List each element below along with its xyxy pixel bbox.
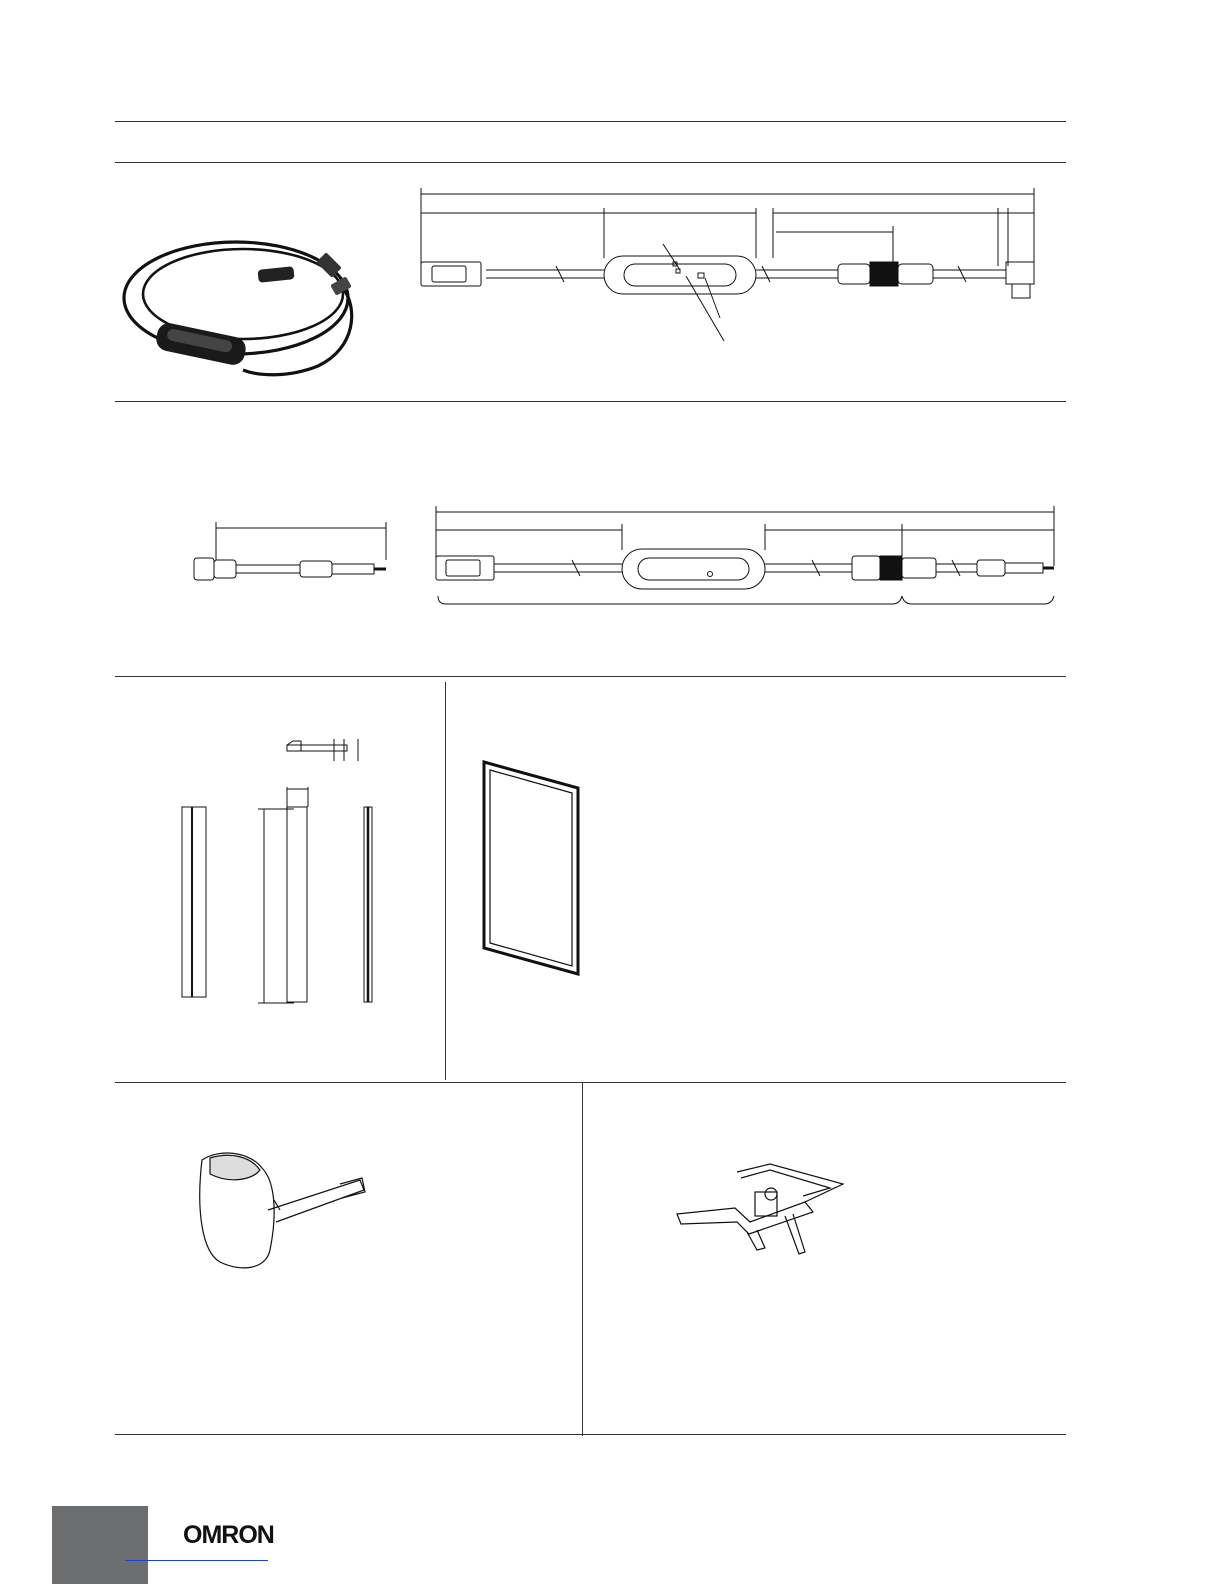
rule-top: [115, 121, 1066, 122]
brand-logo: OMRON: [183, 1521, 274, 1549]
short-cable-drawing: [192, 520, 392, 585]
usb-cable-dimension-drawing: [418, 186, 1040, 346]
divider-section4: [582, 1083, 583, 1436]
usb-cable-photo: [118, 238, 368, 383]
page-tab-marker: [52, 1506, 148, 1584]
footer-link-underline: [125, 1560, 268, 1561]
protective-sheet-drawing: [478, 760, 586, 980]
rule-section1-bottom: [115, 401, 1066, 402]
rule-section2-bottom: [115, 676, 1066, 677]
rule-header-bottom: [115, 162, 1066, 163]
rule-section4-bottom: [115, 1434, 1066, 1435]
rule-section3-bottom: [115, 1082, 1066, 1083]
cover-accessory-drawing: [190, 1150, 370, 1275]
stand-accessory-drawing: [675, 1162, 847, 1262]
divider-section3: [445, 682, 446, 1080]
long-cable-drawing: [432, 504, 1060, 610]
rail-parts-drawing: [172, 735, 382, 1010]
